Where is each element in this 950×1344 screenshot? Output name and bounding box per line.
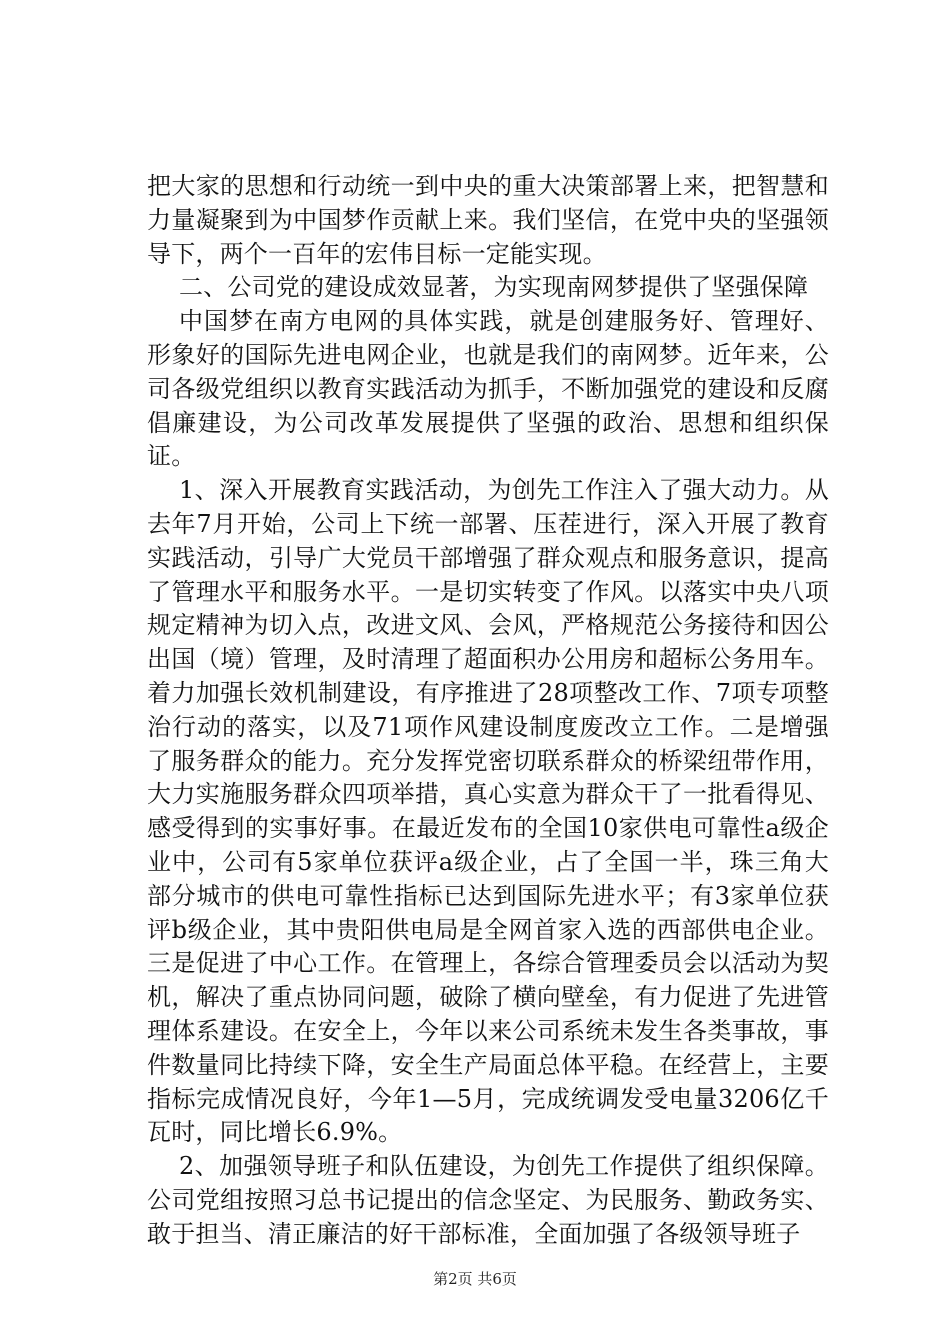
paragraph-south-grid-dream: 中国梦在南方电网的具体实践，就是创建服务好、管理好、形象好的国际先进电网企业，也就是我们的南网梦。近年来，公司各级党组织以教育实践活动为抓手，不断加强党的建设和反腐倡廉建设，为公司改革发展提供了坚强的政治、思想和组织保证。: [147, 307, 829, 471]
paragraph-item-1: 1、深入开展教育实践活动，为创先工作注入了强大动力。从去年7月开始，公司上下统一部署、压茬进行，深入开展了教育实践活动，引导广大党员干部增强了群众观点和服务意识，提高了管理水平和服务水平。一是切实转变了作风。以落实中央八项规定精神为切入点，改进文风、会风，严格规范公务接待和因公出国（境）管理，及时清理了超面积办公用房和超标公务用车。着力加强长效机制建设，有序推进了28项整改工作、7项专项整治行动的落实，以及71项作风建设制度废改立工作。二是增强了服务群众的能力。充分发挥党密切联系群众的桥梁纽带作用，大力实施服务群众四项举措，真心实意为群众干了一批看得见、感受得到的实事好事。在最近发布的全国10家供电可靠性a级企业中，公司有5家单位获评a级企业，占了全国一半，珠三角大部分城市的供电可靠性指标已达到国际先进水平；有3家单位获评b级企业，其中贵阳供电局是全网首家入选的西部供电企业。三是促进了中心工作。在管理上，各综合管理委员会以活动为契机，解决了重点协同问题，破除了横向壁垒，有力促进了先进管理体系建设。在安全上，今年以来公司系统未发生各类事故，事件数量同比持续下降，安全生产局面总体平稳。在经营上，主要指标完成情况良好，今年1—5月，完成统调发受电量3206亿千瓦时，同比增长6.9%。: [147, 476, 829, 1147]
section-heading-2: 二、公司党的建设成效显著，为实现南网梦提供了坚强保障: [179, 273, 809, 302]
document-body: [147, 170, 829, 1252]
paragraph-item-2: 2、加强领导班子和队伍建设，为创先工作提供了组织保障。公司党组按照习总书记提出的信念坚定、为民服务、勤政务实、敢于担当、清正廉洁的好干部标准，全面加强了各级领导班子: [147, 1152, 829, 1248]
page-number-footer: 第2页 共6页: [433, 1270, 517, 1288]
paragraph-continuation: 把大家的思想和行动统一到中央的重大决策部署上来，把智慧和力量凝聚到为中国梦作贡献上来。我们坚信，在党中央的坚强领导下，两个一百年的宏伟目标一定能实现。: [147, 172, 829, 268]
